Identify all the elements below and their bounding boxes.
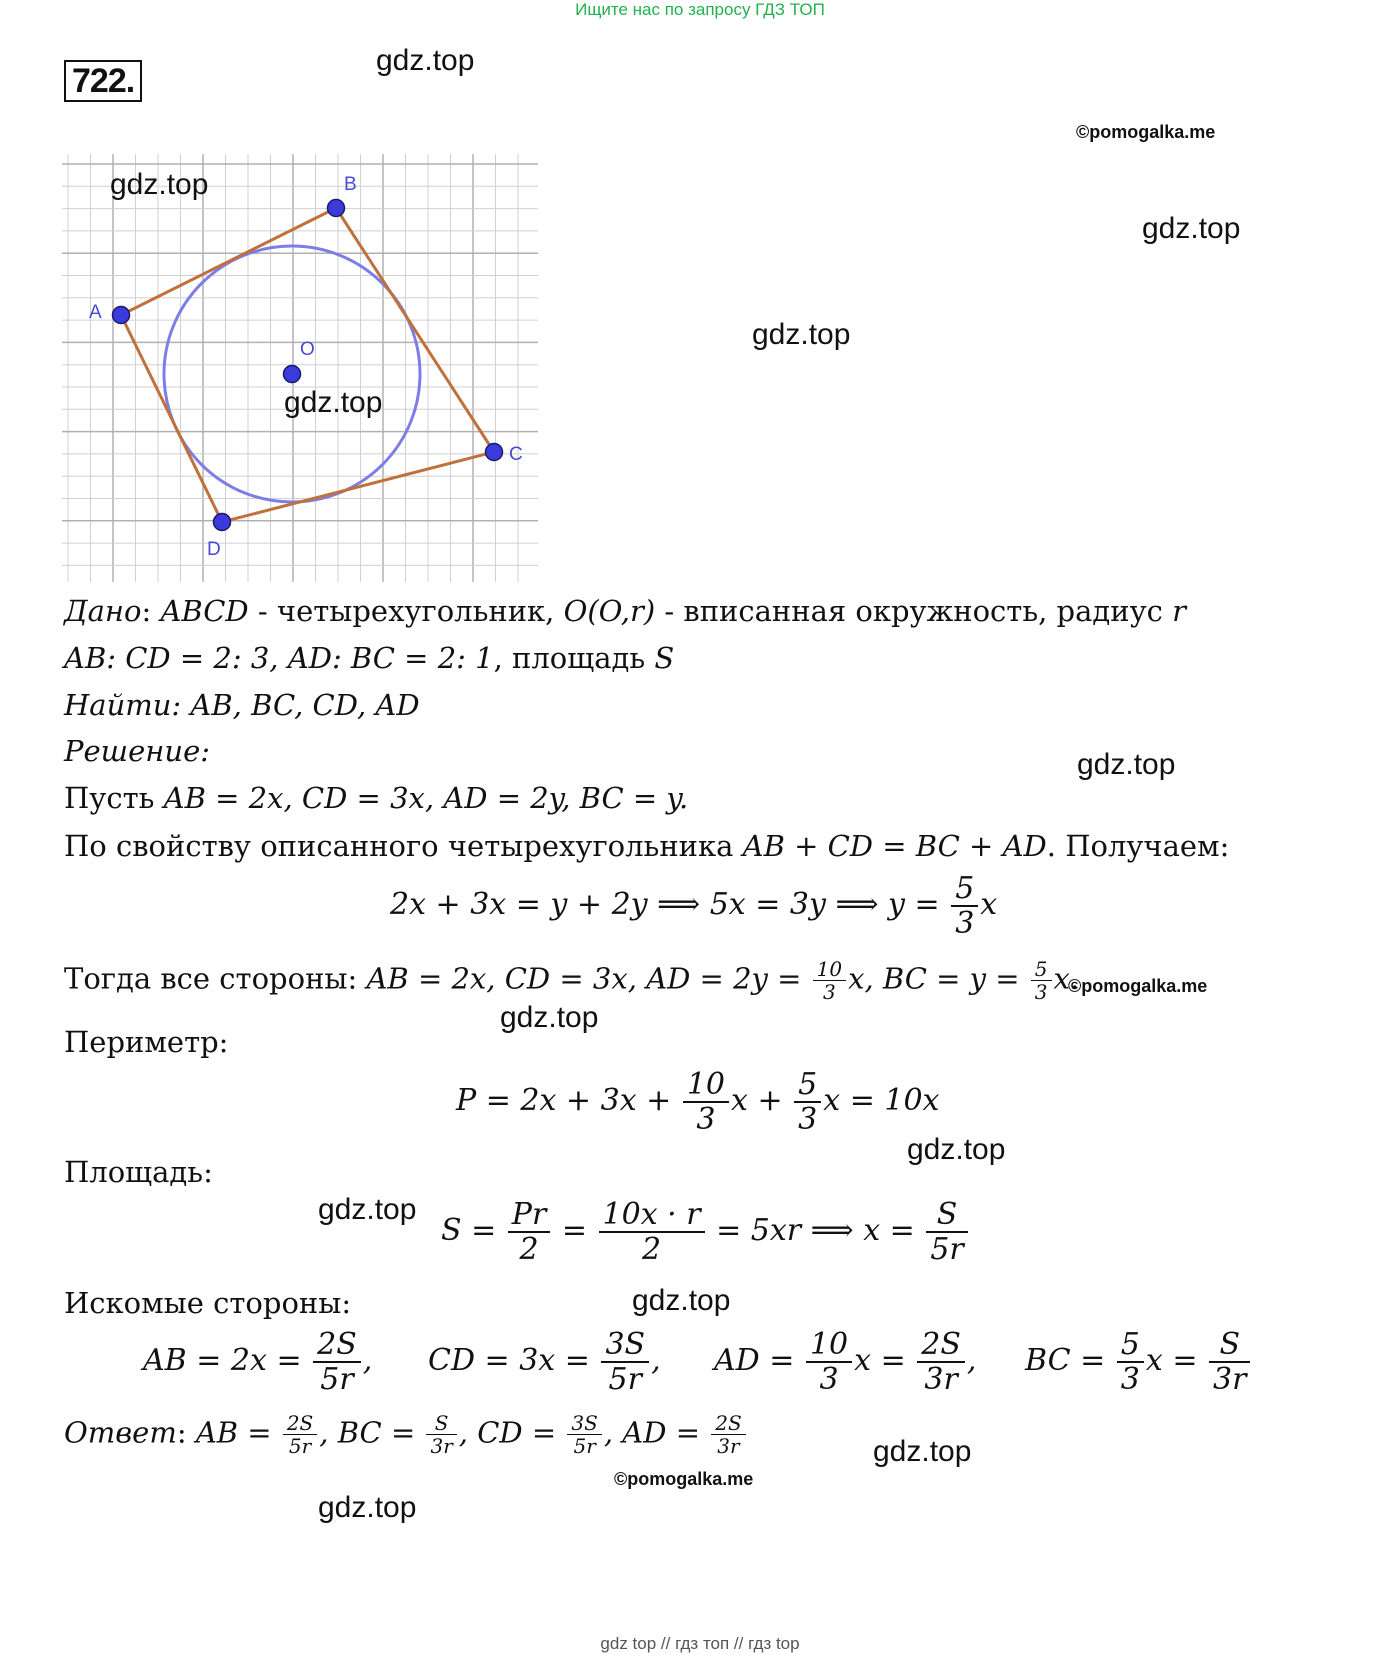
fraction (917, 1328, 965, 1396)
answer-line (64, 1412, 748, 1457)
answer-part: , AD = (603, 1415, 710, 1450)
watermark: gdz.top (907, 1133, 1006, 1166)
watermark: gdz.top (318, 1491, 417, 1524)
point-o (284, 366, 301, 383)
given-ratios: AB: CD = 2: 3, AD: BC = 2: 1 (64, 641, 494, 675)
given-math: ABCD (160, 594, 249, 628)
denominator: 5r (320, 1362, 354, 1397)
watermark: gdz.top (873, 1435, 972, 1468)
numerator: 5 (1117, 1328, 1144, 1363)
problem-number: 722. (64, 60, 142, 102)
eq4-part: x = (1145, 1343, 1207, 1378)
eq4-part: BC = (1025, 1343, 1115, 1378)
sides-text: Тогда все стороны: (64, 961, 367, 996)
denominator: 3r (1213, 1362, 1247, 1397)
denominator: 3r (924, 1362, 958, 1397)
denominator: 2 (641, 1232, 662, 1267)
figure (60, 150, 545, 585)
watermark: gdz.top (376, 44, 475, 77)
denominator: 3 (798, 1102, 818, 1137)
label-a: A (89, 302, 102, 323)
find-value: AB, BC, CD, AD (190, 688, 420, 722)
sides-line (64, 958, 1079, 1003)
solution-label: Решение: (64, 734, 211, 768)
given-math: S (654, 641, 675, 675)
denominator: 3 (823, 980, 836, 1004)
label-b: B (344, 174, 357, 195)
watermark: gdz.top (318, 1193, 417, 1226)
point-d (214, 514, 231, 531)
given-math: O(O,r) (563, 594, 656, 628)
sides-expr: x, BC = y = (848, 961, 1029, 996)
let-expr: AB = 2x, CD = 3x, AD = 2y, BC = y. (163, 781, 689, 815)
numerator: 10 (683, 1068, 729, 1103)
numerator: S (1209, 1328, 1250, 1363)
denominator: 5r (573, 1434, 596, 1458)
equation-ad (714, 1328, 976, 1396)
point-b (328, 200, 345, 217)
numerator: 2S (711, 1412, 745, 1435)
denominator: 3 (819, 1362, 839, 1397)
figure-watermark: gdz.top (284, 386, 383, 419)
label-o: O (300, 339, 315, 360)
numerator: 2S (917, 1328, 965, 1363)
perimeter-label: Периметр: (64, 1025, 229, 1059)
denominator: 3 (1034, 980, 1048, 1004)
grid (62, 154, 538, 582)
given-label: Дано (64, 594, 142, 628)
answer-part: , CD = (458, 1415, 566, 1450)
denominator: 3 (696, 1102, 716, 1137)
watermark: gdz.top (1142, 212, 1241, 245)
copyright: ©pomogalka.me (1068, 976, 1208, 996)
fraction (283, 1412, 317, 1457)
eq2-part: x + (731, 1083, 793, 1118)
eq3-part: = 5xr ⟹ x = (706, 1213, 925, 1248)
label-d: D (207, 539, 221, 560)
fraction (601, 1328, 649, 1396)
denominator: 3 (1120, 1362, 1140, 1397)
given-line-2 (64, 641, 674, 675)
denominator: 3r (717, 1434, 740, 1458)
numerator: 3S (601, 1328, 649, 1363)
given-line-1 (64, 594, 1186, 628)
numerator: 2S (313, 1328, 361, 1363)
answer-colon: : (176, 1415, 196, 1450)
denominator: 5r (288, 1434, 312, 1458)
denominator: 3 (955, 906, 975, 941)
copyright: ©pomogalka.me (614, 1469, 754, 1489)
given-text: - вписанная окружность, радиус (655, 594, 1173, 628)
fraction (426, 1412, 456, 1457)
fraction (806, 1328, 852, 1396)
figure-watermark: gdz.top (110, 168, 209, 201)
denominator: 5r (930, 1232, 964, 1267)
fraction (711, 1412, 745, 1457)
property-line (64, 829, 1229, 863)
find-line (64, 688, 420, 722)
fraction (508, 1198, 551, 1266)
fraction (599, 1198, 705, 1266)
fraction (313, 1328, 361, 1396)
property-text: По свойству описанного четырехугольника (64, 829, 743, 863)
fraction (951, 872, 978, 940)
numerator: 10 (813, 958, 846, 981)
given-text: - четырехугольник, (248, 594, 564, 628)
eq4-part: , (651, 1343, 661, 1378)
eq2-part: x = 10x (823, 1083, 940, 1118)
numerator: 10x · r (599, 1198, 705, 1233)
eq4-part: , (362, 1343, 373, 1378)
numerator: S (426, 1412, 456, 1435)
denominator: 2 (519, 1232, 539, 1267)
equation-1 (390, 872, 997, 940)
fraction (567, 1412, 601, 1457)
eq1-main: 2x + 3x = y + 2y ⟹ 5x = 3y ⟹ y = (390, 887, 950, 922)
find-label: Найти: (64, 688, 191, 722)
numerator: 5 (951, 872, 978, 907)
sought-label: Искомые стороны: (64, 1286, 352, 1320)
point-a (113, 307, 130, 324)
property-expr: AB + CD = BC + AD (742, 829, 1047, 863)
footer-links[interactable]: gdz top // гдз топ // гдз top (600, 1634, 800, 1653)
answer-part: , BC = (319, 1415, 425, 1450)
equation-2 (456, 1068, 939, 1136)
fraction (1031, 958, 1052, 1003)
equation-bc (1025, 1328, 1252, 1396)
denominator: 5r (608, 1362, 642, 1397)
given-math: r (1172, 594, 1186, 628)
given-text: : (141, 594, 161, 628)
label-c: C (509, 444, 523, 465)
numerator: 10 (806, 1328, 852, 1363)
answer-part: AB = (195, 1415, 281, 1450)
fraction (926, 1198, 967, 1266)
numerator: 5 (1031, 958, 1052, 981)
property-after: . Получаем: (1046, 829, 1230, 863)
eq3-part: S = (441, 1213, 506, 1248)
eq4-part: , (966, 1343, 977, 1378)
watermark: gdz.top (1077, 748, 1176, 781)
eq2-part: P = 2x + 3x + (456, 1083, 681, 1118)
answer-label: Ответ (64, 1415, 177, 1450)
numerator: 5 (794, 1068, 821, 1103)
fraction (1117, 1328, 1144, 1396)
sides-expr: x. (1053, 961, 1080, 996)
let-word: Пусть (64, 781, 164, 815)
numerator: Pr (508, 1198, 551, 1233)
fraction (1209, 1328, 1250, 1396)
equation-3 (441, 1198, 970, 1266)
numerator: 2S (283, 1412, 317, 1435)
fraction (813, 958, 846, 1003)
equation-ab (143, 1328, 372, 1396)
eq1-tail: x (980, 887, 998, 922)
sides-expr: AB = 2x, CD = 3x, AD = 2y = (366, 961, 811, 996)
denominator: 3r (430, 1434, 453, 1458)
let-line (64, 781, 688, 815)
eq4-part: AB = 2x = (143, 1343, 312, 1378)
area-label: Площадь: (64, 1155, 213, 1189)
fraction (683, 1068, 729, 1136)
top-banner[interactable]: Ищите нас по запросу ГДЗ ТОП (575, 0, 825, 19)
watermark: gdz.top (500, 1001, 599, 1034)
eq3-part: = (552, 1213, 597, 1248)
given-text: , площадь (493, 641, 655, 675)
point-c (486, 444, 503, 461)
eq4-part: CD = 3x = (428, 1343, 600, 1378)
fraction (794, 1068, 821, 1136)
eq4-part: AD = (714, 1343, 804, 1378)
watermark: gdz.top (752, 318, 851, 351)
equation-cd (428, 1328, 661, 1396)
numerator: 3S (567, 1412, 601, 1435)
watermark: gdz.top (632, 1284, 731, 1317)
copyright: ©pomogalka.me (1076, 122, 1216, 142)
eq4-part: x = (854, 1343, 916, 1378)
numerator: S (926, 1198, 967, 1233)
